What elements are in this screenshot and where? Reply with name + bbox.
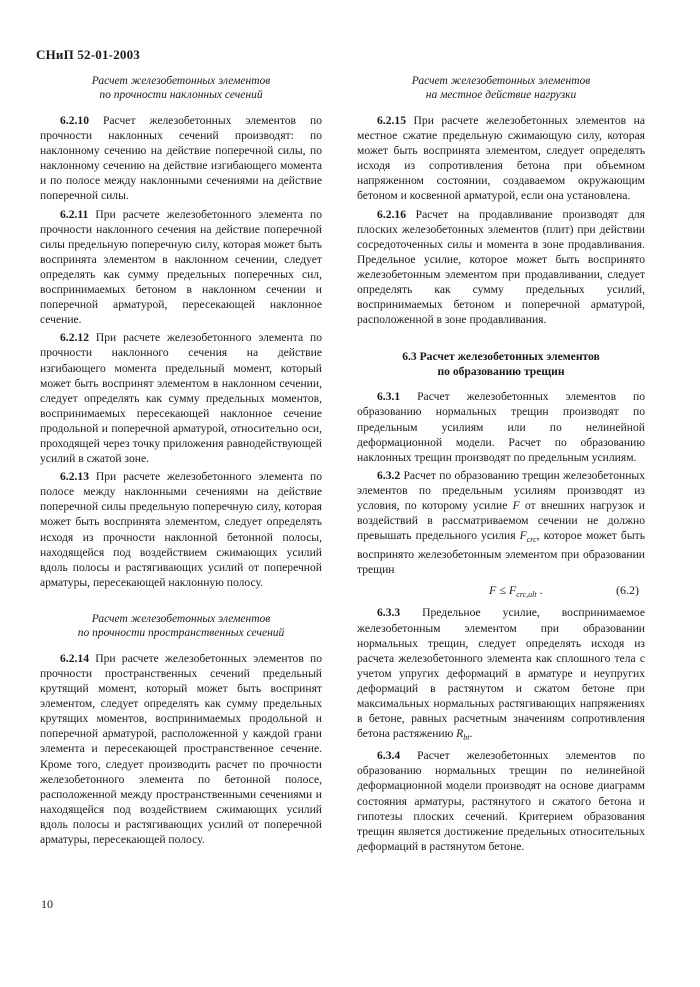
paragraph-text: .: [469, 727, 473, 741]
clause-number: 6.3.3: [377, 606, 401, 620]
formula-subscript: crc,ult: [516, 590, 537, 600]
clause-number: 6.2.16: [377, 207, 406, 221]
section-title-spatial: [40, 612, 322, 640]
formula-number: (6.2): [616, 583, 639, 598]
clause-number: 6.2.13: [60, 470, 89, 484]
section-title-line: по прочности наклонных сечений: [99, 89, 263, 101]
section-title-local-load: [357, 74, 645, 102]
clause-number: 6.3.2: [377, 468, 401, 482]
formula-6-2: [357, 581, 645, 601]
clause-number: 6.2.11: [60, 207, 89, 221]
clause-number: 6.2.12: [60, 331, 89, 345]
paragraph-text: Расчет железобетонных элементов по образованию нормальных трещин по нелинейной деформационной модели производят на основе диаграмм состояния арматуры, растянутого и сжатого бетона и гипотезы плоских сечений. Критерием образования трещин является достижение предельных относительных деформаций в растянутом бетоне.: [357, 749, 645, 853]
symbol-subscript: bt: [463, 733, 470, 743]
paragraph-6-3-2: [357, 468, 645, 578]
section-title-line: по прочности пространственных сечений: [77, 626, 285, 639]
paragraph-6-2-13: [40, 469, 322, 590]
paragraph-text: При расчете железобетонного элемента по полосе между наклонными сечениями на действие поперечной силы предельную поперечную силу, которая может быть воспринята элементом, следует определять исходя из прочности наклонной бетонной полосы, находящейся под воздействием сжимающих усилий вдоль полосы и растягивающих усилий от поперечной арматуры, пересекающей наклонную полосу.: [40, 470, 322, 589]
paragraph-6-2-16: [357, 207, 645, 328]
right-column: [357, 74, 645, 857]
section-title-line: по образованию трещин: [437, 365, 565, 379]
paragraph-text: Расчет железобетонных элементов по прочности наклонных сечений производят: по наклонному сечению на действие поперечной силы, по наклонному сечению на действие изгибающего момента и по полосе между наклонными сечениями на действие поперечной силы.: [40, 114, 322, 203]
symbol-force: F: [512, 498, 520, 512]
paragraph-6-2-15: [357, 113, 645, 204]
section-title-line: Расчет железобетонных элементов: [91, 612, 271, 625]
formula-dot: .: [536, 583, 543, 598]
clause-number: 6.2.10: [60, 114, 89, 127]
paragraph-6-3-3: [357, 605, 645, 745]
symbol-subscript: crc: [526, 535, 537, 545]
clause-number: 6.2.14: [60, 651, 89, 665]
paragraph-6-2-10: [40, 113, 322, 204]
formula-expression: [489, 583, 543, 599]
paragraph-6-2-11: [40, 207, 322, 328]
clause-number: 6.3.1: [377, 390, 401, 404]
paragraph-text: , которое может быть воспринято железобетонным элементом при образовании трещин: [357, 529, 645, 577]
clause-number: 6.2.15: [377, 114, 406, 127]
page-number: 10: [41, 897, 53, 911]
paragraph-text: от внешних нагрузок и воздействий в рассматриваемом сечении не должно превышать предельного усилия: [357, 498, 645, 543]
paragraph-text: При расчете железобетонных элементов на местное сжатие предельную сжимающую силу, которая может быть воспринята элементом, следует определять исходя из сопротивления бетона при объемном напряженном состоянии, создаваемом окружающим бетоном и косвенной арматурой, если она установлена.: [357, 114, 645, 203]
section-title-inclined: [40, 74, 322, 102]
section-title-line: 6.3 Расчет железобетонных элементов: [402, 350, 600, 364]
paragraph-text: При расчете железобетонных элементов по прочности пространственных сечений предельный крутящий момент, который может быть воспринят элементом, следует определять как сумму предельных крутящих моментов, воспринимаемых продольной и поперечной арматурой, расположенной у каждой грани элемента и пересекающей пространственное сечение. Кроме того, следует производить расчет по прочности железобетонного элемента по бетонной полосе, расположенной между пространственными сечениями и находящейся под воздействием сжимающих усилий вдоль полосы и растягивающих усилий от поперечной арматуры, пересекающей полосу.: [40, 651, 322, 847]
paragraph-6-3-4: [357, 748, 645, 854]
left-column: [40, 74, 322, 850]
paragraph-text: При расчете железобетонного элемента по прочности наклонного сечения на действие изгибающего момента предельный момент, который может быть воспринят элементом в наклонном сечении, следует определять как сумму предельных моментов, воспринимаемых пересекающей наклонное сечение продольной и поперечной арматурой, относительно оси, проходящей через точку приложения равнодействующей усилий в сжатой зоне.: [40, 331, 322, 466]
clause-number: 6.3.4: [377, 749, 401, 763]
paragraph-text: Предельное усилие, воспринимаемое железобетонным элементом при образовании нормальных трещин, следует определять исходя из расчета железобетонного элемента как сплошного тела с учетом упругих деформаций в арматуре и неупругих деформаций в растянутом и сжатом бетоне при максимальных нормальных растягивающих напряжениях в бетоне, равных расчетным значениям сопротивления бетона растяжению: [357, 606, 645, 741]
section-title-line: на местное действие нагрузки: [425, 89, 577, 101]
paragraph-text: При расчете железобетонного элемента по прочности наклонного сечения на действие поперечной силы предельную поперечную силу, которая может быть воспринята элементом в наклонном сечении, следует определять как сумму предельных поперечных сил, воспринимаемых бетоном в наклонном сечении и поперечной арматурой, пересекающей наклонное сечение.: [40, 207, 322, 327]
symbol-resistance: R: [456, 727, 464, 741]
document-code: СНиП 52-01-2003: [36, 47, 141, 62]
section-title-line: Расчет железобетонных элементов: [91, 75, 271, 87]
formula-lhs: F ≤ F: [489, 583, 517, 598]
section-heading-6-3: [357, 349, 645, 379]
symbol-force-crc: F: [519, 529, 527, 543]
paragraph-6-3-1: [357, 389, 645, 464]
paragraph-6-2-14: [40, 651, 322, 847]
section-title-line: Расчет железобетонных элементов: [411, 75, 591, 87]
paragraph-6-2-12: [40, 330, 322, 466]
paragraph-text: Расчет на продавливание производят для плоских железобетонных элементов (плит) при действии сосредоточенных силы и момента в зоне продавливания. Предельное усилие, которое может быть воспринято железобетонным элементом при продавливании, следует определять как сумму предельных усилий, воспринимаемых бетоном и поперечной арматурой, расположенной в зоне продавливания.: [357, 207, 645, 327]
paragraph-text: Расчет железобетонных элементов по образованию нормальных трещин производят по предельным усилиям или по нелинейной деформационной модели. Расчет по образованию наклонных трещин производят по предельным усилиям.: [357, 390, 645, 464]
paragraph-text: Расчет по образованию трещин железобетонных элементов по предельным усилиям производят из условия, по которому усилие: [357, 468, 645, 512]
